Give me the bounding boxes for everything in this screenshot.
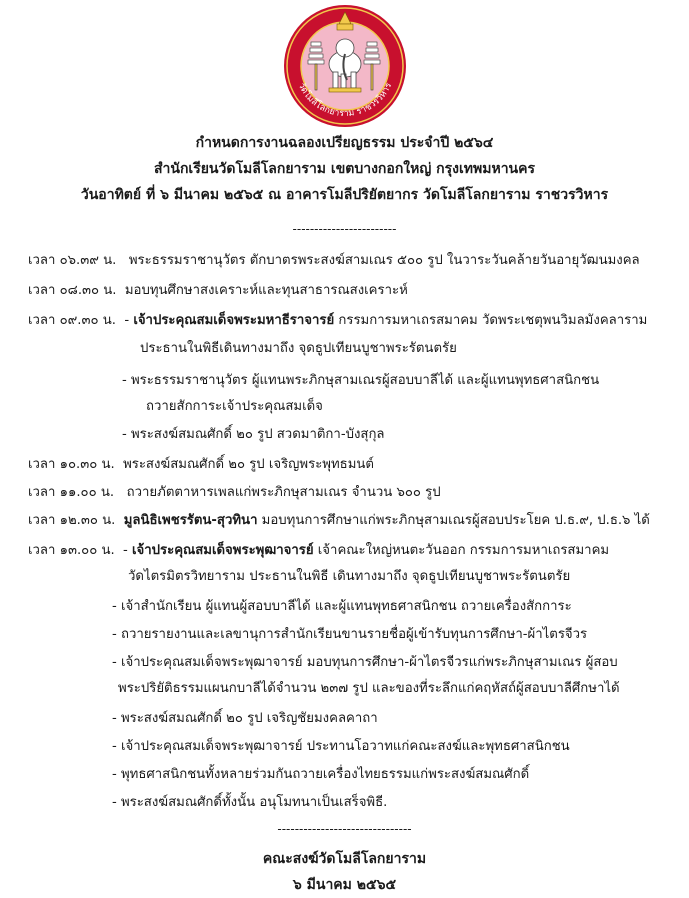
sub-item-text: เจ้าประคุณสมเด็จพระพุฒาจารย์ มอบทุนการศึกษา-ผ้าไตรจีวรแก่พระภิกษุสามเณร ผู้สอบ [120,655,618,670]
sub-item-text: พระสงฆ์สมณศักดิ์ ๒๐ รูป สวดมาติกา-บังสุกุล [130,427,385,442]
sub-item: - พระสงฆ์สมณศักดิ์ ๒๐ รูป เจริญชัยมงคลคาถา [112,711,378,726]
sub-item: - เจ้าประคุณสมเด็จพระพุฒาจารย์ ประทานโอวาทแก่คณะสงฆ์และพุทธศาสนิกชน [112,739,570,754]
time-label: เวลา ๑๐.๓๐ น. [28,457,115,472]
schedule-row: เวลา ๐๙.๓๐ น. - เจ้าประคุณสมเด็จพระมหาธีราจารย์ กรรมการมหาเถรสมาคม วัดพระเชตุพนวิมลมังคลาราม [28,313,648,328]
schedule-continuation: ถวายสักการะเจ้าประคุณสมเด็จ [146,399,323,414]
schedule-row: เวลา ๑๓.๐๐ น. - เจ้าประคุณสมเด็จพระพุฒาจารย์ เจ้าคณะใหญ่หนตะวันออก กรรมการมหาเถรสมาคม [28,543,610,558]
time-label: เวลา ๐๘.๓๐ น. [28,283,117,298]
footer-separator: ------------------------------- [277,822,412,836]
schedule-continuation: วัดไตรมิตรวิทยาราม ประธานในพิธี เดินทางมาถึง จุดธูปเทียนบูชาพระรัตนตรัย [128,569,571,584]
sub-item: - เจ้าประคุณสมเด็จพระพุฒาจารย์ มอบทุนการศึกษา-ผ้าไตรจีวรแก่พระภิกษุสามเณร ผู้สอบ [112,655,618,670]
temple-seal-icon [281,2,409,130]
sub-item: - พระสงฆ์สมณศักดิ์ ๒๐ รูป สวดมาติกา-บังสุกุล [122,427,385,442]
time-label: เวลา ๐๖.๓๙ น. [28,253,117,268]
presider-name: เจ้าประคุณสมเด็จพระพุฒาจารย์ [132,543,314,558]
sub-item: - พระธรรมราชานุวัตร ผู้แทนพระภิกษุสามเณรผู้สอบบาลีได้ และผู้แทนพุทธศาสนิกชน [122,373,600,388]
schedule-row [28,512,650,530]
sponsor-name: มูลนิธิเพชรรัตน-สุวทินา [123,513,258,528]
sub-item: - เจ้าสำนักเรียน ผู้แทนผู้สอบบาลีได้ และผู้แทนพุทธศาสนิกชน ถวายเครื่องสักการะ [112,599,572,614]
sub-item-text: เจ้าประคุณสมเด็จพระพุฒาจารย์ ประทานโอวาทแก่คณะสงฆ์และพุทธศาสนิกชน [120,739,570,754]
item-text: พระสงฆ์สมณศักดิ์ ๒๐ รูป เจริญพระพุทธมนต์ [123,457,374,472]
time-label: เวลา ๐๙.๓๐ น. [28,313,116,328]
item-text: ถวายภัตตาหารเพลแก่พระภิกษุสามเณร จำนวน ๖๐๐ รูป [126,485,441,500]
item-text: มอบทุนการศึกษาแก่พระภิกษุสามเณรผู้สอบประโยค ป.ธ.๙, ป.ธ.๖ ได้ [257,513,650,528]
item-text: มอบทุนศึกษาสงเคราะห์และทุนสาธารณสงเคราะห์ [124,283,408,298]
sub-item-text: พระสงฆ์สมณศักดิ์ทั้งนั้น อนุโมทนาเป็นเสร็จพิธี. [120,795,388,810]
sub-item: - ถวายรายงานและเลขานุการสำนักเรียนขานรายชื่อผู้เข้ารับทุนการศึกษา-ผ้าไตรจีวร [112,627,588,642]
schedule-continuation: ประธานในพิธีเดินทางมาถึง จุดธูปเทียนบูชาพระรัตนตรัย [140,341,457,356]
sub-item-text: ถวายรายงานและเลขานุการสำนักเรียนขานรายชื่อผู้เข้ารับทุนการศึกษา-ผ้าไตรจีวร [120,627,588,642]
schedule-row [28,456,374,474]
sub-item-text: พระธรรมราชานุวัตร ผู้แทนพระภิกษุสามเณรผู้สอบบาลีได้ และผู้แทนพุทธศาสนิกชน [130,373,600,388]
footer-org: คณะสงฆ์วัดโมลีโลกยาราม [262,851,427,867]
schedule-row [28,252,640,270]
item-text: พระธรรมราชานุวัตร ตักบาตรพระสงฆ์สามเณร ๕๐๐ รูป ในวาระวันคล้ายวันอายุวัฒนมงคล [128,253,640,268]
seal-ring-text: วัดโมลีโลกยาราม ราชวรวิหาร [295,81,395,120]
sub-item-text: พระสงฆ์สมณศักดิ์ ๒๐ รูป เจริญชัยมงคลคาถา [120,711,378,726]
presider-name: เจ้าประคุณสมเด็จพระมหาธีราจารย์ [133,313,335,328]
sub-item: - พุทธศาสนิกชนทั้งหลายร่วมกันถวายเครื่องไทยธรรมแก่พระสงฆ์สมณศักดิ์ [112,767,530,782]
header-line-3: วันอาทิตย์ ที่ ๖ มีนาคม ๒๕๖๕ ณ อาคารโมลีปริยัตยากร วัดโมลีโลกยาราม ราชวรวิหาร [80,187,609,203]
sub-item-text: เจ้าสำนักเรียน ผู้แทนผู้สอบบาลีได้ และผู้แทนพุทธศาสนิกชน ถวายเครื่องสักการะ [120,599,572,614]
footer-date: ๖ มีนาคม ๒๕๖๕ [292,877,397,893]
header-line-1: กำหนดการงานฉลองเปรียญธรรม ประจำปี ๒๕๖๔ [195,135,494,151]
schedule-continuation: พระปริยัติธรรมแผนกบาลีได้จำนวน ๒๓๗ รูป และของที่ระลึกแก่คฤหัสถ์ผู้สอบบาลีศึกษาได้ [118,681,620,696]
sub-item: - พระสงฆ์สมณศักดิ์ทั้งนั้น อนุโมทนาเป็นเสร็จพิธี. [112,795,388,810]
header-separator: ------------------------ [292,222,397,236]
item-text: กรรมการมหาเถรสมาคม วัดพระเชตุพนวิมลมังคลาราม [334,313,648,328]
schedule-row [28,484,441,502]
time-label: เวลา ๑๒.๓๐ น. [28,513,116,528]
schedule-row [28,282,408,300]
time-label: เวลา ๑๓.๐๐ น. [28,543,115,558]
header-line-2: สำนักเรียนวัดโมลีโลกยาราม เขตบางกอกใหญ่ กรุงเทพมหานคร [153,161,536,177]
item-text: เจ้าคณะใหญ่หนตะวันออก กรรมการมหาเถรสมาคม [313,543,610,558]
sub-item-text: พุทธศาสนิกชนทั้งหลายร่วมกันถวายเครื่องไทยธรรมแก่พระสงฆ์สมณศักดิ์ [120,767,530,782]
time-label: เวลา ๑๑.๐๐ น. [28,485,115,500]
